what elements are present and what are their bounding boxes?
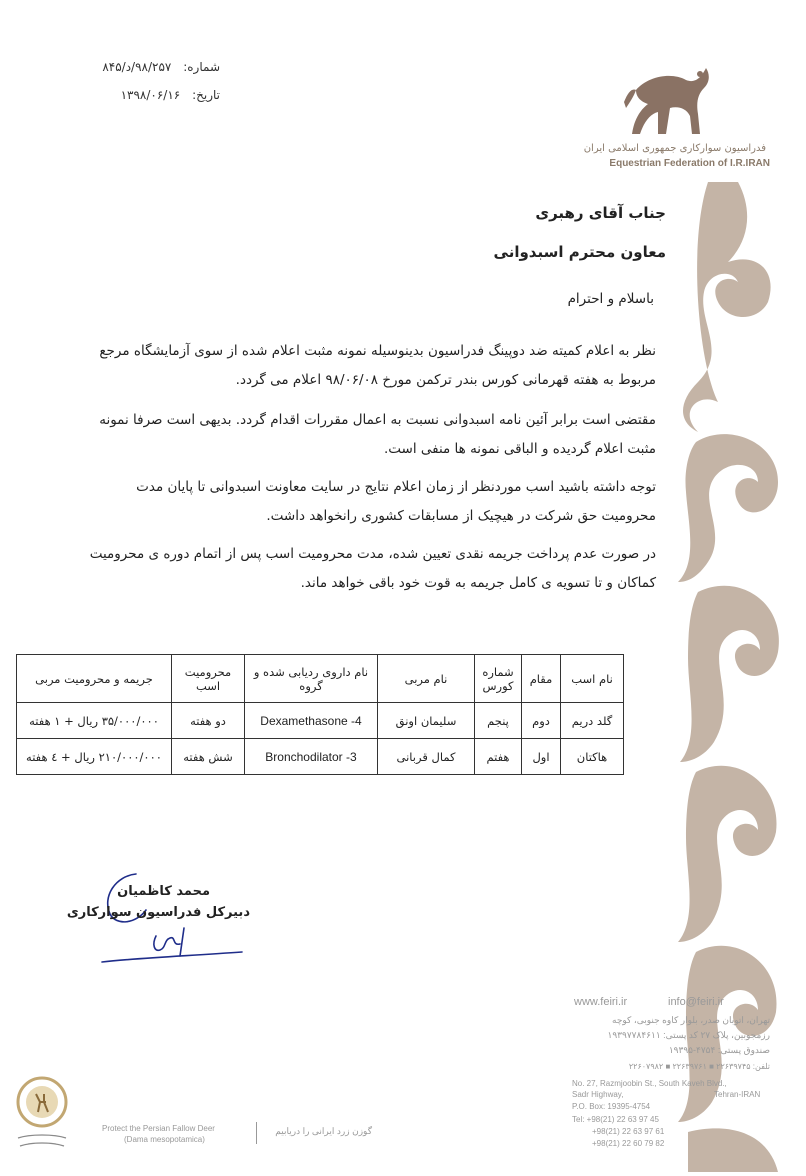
table-cell: ۳۵/۰۰۰/۰۰۰ ریال + ۱ هفته [17, 703, 172, 739]
letter-number-row [80, 60, 220, 74]
deer-emblem [10, 1072, 74, 1154]
table-cell: ۲۱۰/۰۰۰/۰۰۰ ریال + ٤ هفته [17, 739, 172, 775]
footer-address-en-3: Tehran-IRAN [714, 1090, 761, 1099]
horse-logo-icon [606, 62, 726, 142]
footer-address-fa-2: رزمجوبین، پلاک ۲۷ کد پستی: ۱۹۳۹۷۷۸۴۶۱۱ [607, 1030, 770, 1040]
federation-logo [606, 62, 726, 142]
table-cell: پنجم [475, 703, 522, 739]
table-cell: شش هفته [172, 739, 245, 775]
signatory-name: محمد کاظمیان [117, 884, 210, 899]
logo-name-fa: فدراسیون سوارکاری جمهوری اسلامی ایران [583, 143, 766, 154]
table-cell: هاکتان [561, 739, 624, 775]
table-header-cell: نام مربی [378, 655, 475, 703]
paragraph-3-line-1: توجه داشته باشید اسب موردنظر از زمان اعلام نتایج در سایت معاونت اسبدوانی تا پایان مدت [136, 479, 656, 495]
paragraph-2-line-1: مقتضی است برابر آئین نامه اسبدوانی نسبت به اعمال مقررات اقدام گردد. بدیهی است صرفا نمونه [99, 412, 656, 428]
greeting: باسلام و احترام [567, 291, 654, 307]
table-cell: گلد دریم [561, 703, 624, 739]
table-header-row [17, 655, 624, 703]
paragraph-4-line-1: در صورت عدم پرداخت جریمه نقدی تعیین شده، مدت محرومیت اسب پس از اتمام دوره ی محرومیت [89, 546, 656, 562]
letter-date-row [80, 88, 220, 102]
footer-tel-en-1: Tel: +98(21) 22 63 97 45 [572, 1115, 659, 1124]
table-cell: هفتم [475, 739, 522, 775]
recipient-line-2: معاون محترم اسبدوانی [493, 243, 666, 261]
table-header-cell: جریمه و محرومیت مربی [17, 655, 172, 703]
paragraph-1 [20, 337, 656, 395]
paragraph-1-line-1: نظر به اعلام کمیته ضد دوپینگ فدراسیون بدینوسیله نمونه مثبت اعلام شده از سوی آزمایشگاه مرجع [99, 343, 656, 359]
table-header-cell: شماره کورس [475, 655, 522, 703]
footer-tel-en-3: +98(21) 22 60 79 82 [592, 1139, 665, 1148]
recipient-line-1: جناب آقای رهبری [535, 204, 666, 222]
table-cell: اول [522, 739, 561, 775]
deer-campaign-en-2: (Dama mesopotamica) [124, 1135, 205, 1144]
table-cell: 3- Bronchodilator [245, 739, 378, 775]
footer-divider [256, 1122, 257, 1144]
paragraph-3-line-2: محرومیت حق شرکت در هیچیک از مسابقات کشوری رانخواهد داشت. [266, 508, 656, 524]
table-cell: دوم [522, 703, 561, 739]
paragraph-2-line-2: مثبت اعلام گردیده و الباقی نمونه ها منفی است. [383, 441, 656, 457]
footer-pobox-fa: صندوق پستی: ۴۷۵۴-۱۹۳۹۵ [668, 1045, 770, 1055]
letter-date-value: ۱۳۹۸/۰۶/۱۶ [120, 88, 181, 102]
letter-number-label: شماره: [183, 60, 220, 74]
deer-campaign-en-1: Protect the Persian Fallow Deer [102, 1124, 215, 1133]
table-row [17, 703, 624, 739]
footer-website[interactable]: www.feiri.ir [574, 996, 628, 1008]
paragraph-4 [20, 540, 656, 598]
table-cell: کمال قربانی [378, 739, 475, 775]
table-cell: 4- Dexamethasone [245, 703, 378, 739]
table-header-cell: محرومیت اسب [172, 655, 245, 703]
signatory-title: دبیرکل فدراسیون سوارکاری [66, 905, 250, 920]
footer-address-en-2: Sadr Highway, [572, 1090, 624, 1099]
paragraph-1-line-2: مربوط به هفته قهرمانی کورس بندر ترکمن مورخ ۹۸/۰۶/۰۸ اعلام می گردد. [235, 372, 656, 388]
table-cell: دو هفته [172, 703, 245, 739]
paragraph-2 [20, 406, 656, 464]
table-header-cell: نام اسب [561, 655, 624, 703]
table-row [17, 739, 624, 775]
paragraph-3 [20, 473, 656, 531]
deer-campaign-fa: گوزن زرد ایرانی را دریابیم [275, 1126, 372, 1136]
footer-tel-en-2: +98(21) 22 63 97 61 [592, 1127, 665, 1136]
table-header-cell: مقام [522, 655, 561, 703]
table-cell: سلیمان اونق [378, 703, 475, 739]
letter-date-label: تاریخ: [192, 88, 220, 102]
deer-seal-icon [10, 1072, 74, 1154]
letter-number-value: ۹۸/۲۵۷/د/۸۴۵ [102, 60, 172, 74]
results-table [16, 654, 624, 775]
footer-address-fa-1: تهران، اتوبان صدر، بلوار کاوه جنوبی، کوچه [612, 1015, 770, 1025]
footer-pobox-en: P.O. Box: 19395-4754 [572, 1102, 651, 1111]
logo-name-en: Equestrian Federation of I.R.IRAN [609, 158, 770, 169]
footer-address-en-1: No. 27, Razmjoobin St., South Kaveh Blvd., [572, 1079, 727, 1088]
footer-phone-fa: تلفن: ۲۲۶۳۹۷۴۵ ■ ۲۲۶۳۹۷۶۱ ■ ۲۲۶۰۷۹۸۲ [628, 1062, 770, 1071]
footer-email[interactable]: info@feiri.ir [668, 996, 724, 1008]
table-header-cell: نام داروی ردیابی شده و گروه [245, 655, 378, 703]
paragraph-4-line-2: کماکان و تا تسویه ی کامل جریمه به قوت خود باقی خواهد ماند. [300, 575, 656, 591]
